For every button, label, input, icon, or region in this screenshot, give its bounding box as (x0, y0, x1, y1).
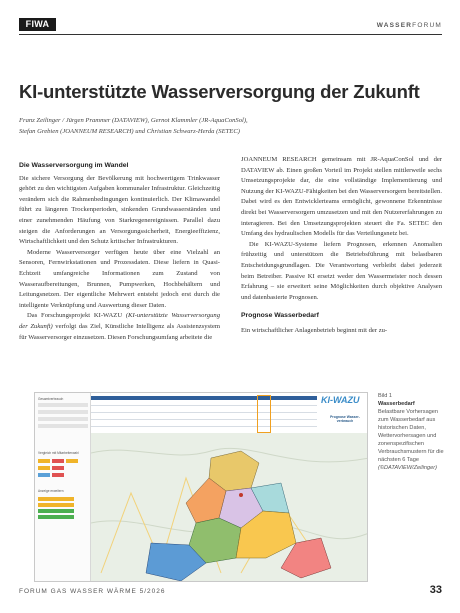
figure-chip (66, 459, 78, 463)
figure-chip (38, 509, 74, 513)
map-marker (239, 493, 243, 497)
figure-chip (38, 515, 74, 519)
authors-line-1: Franz Zeilinger / Jürgen Prammer (DATAVIEW), Gernot Klammler (JR-AquaConSol), (19, 117, 248, 124)
right-paragraph-3: Ein wirtschaftlicher Anlagenbetrieb beginnt mit der zu- (241, 326, 388, 334)
forecast-panel-title: Prognose Wasserverbrauch (330, 415, 360, 424)
figure-chip (52, 466, 64, 470)
p3-end: verfolgt das Ziel, Künstliche Intelligenz als Assistenzsystem für Wasserversorger einzusetzen. Diesen Forschungsumfang arbeitete die (19, 322, 220, 341)
section-label (377, 22, 442, 29)
figure-chip (52, 459, 64, 463)
figure-row-bar (38, 424, 88, 428)
right-paragraph-2: Die KI-WAZU-Systeme liefern Prognosen, erkennen Anomalien frühzeitig und unterstützen die Betriebsführung mit belastbaren Entscheidungsgrundlagen. Die Verantwortung verbleibt dabei jederzeit beim Betreiber. Passive KI ersetzt weder den Wassermeister noch dessen Erfahrung – sie erweitert seine Möglichkeiten durch objektive Analysen und datenbasierte Prognosen. (241, 240, 442, 301)
caption-text: Belastbare Vorhersagen zum Wasserbedarf aus historischen Daten, Wettervorhersagen und zonenspezifischen Verbrauchsmustern für die nächsten 6 Tage (378, 409, 444, 463)
right-paragraph-1: JOANNEUM RESEARCH gemeinsam mit JR-AquaConSol und der DATAVIEW ab. Einen großen Vorteil im Projekt stellen mittlerweile sechs Umsetzungsprojekte dar, die eine vollständige Implementierung und Nutzung der KI-WAZU-Fähigkeiten bei den Wasserversorgern bereitstellen. Dabei wird es den Entwicklerteams ermöglicht, gewonnene Erkenntnisse direkt bei Wasserversorgern umzusetzen und mit den Nutzererfahrungen zu interagieren. Bei den Umsetzungsprojekten steuert die Fa. SETEC den Umfang des hydraulischen Modells für das Verteilungsnetz bei. (241, 156, 442, 238)
left-paragraph-3 (19, 311, 220, 343)
caption-title: Wasserbedarf (378, 401, 415, 407)
page-number: 33 (429, 584, 442, 596)
article-title: KI-unterstützte Wasserversorgung der Zukunft (19, 81, 420, 102)
figure-chip (38, 503, 74, 507)
fiwa-logo: FIWA (19, 18, 56, 31)
left-paragraph-1: Die sichere Versorgung der Bevölkerung mit hochwertigem Trinkwasser gehört zu den wichtigsten Aufgaben kommunaler Infrastruktur. Gleichzeitig verändern sich die Rahmenbedingungen kontinuierlich. Der Klimawandel führt zu längeren Trockenperioden, sinkenden Grundwasserständen und einer zunehmenden Häufung von Starkregenereignissen. Parallel dazu steigen die Anforderungen an Versorgungssicherheit, Energieeffizienz, Wirtschaftlichkeit und den Schutz kritischer Infrastrukturen. (19, 174, 220, 246)
figure-sidebar (35, 393, 91, 582)
figure-table-row (91, 412, 317, 413)
figure-table-row (91, 426, 317, 427)
figure-chip (38, 459, 50, 463)
figure-chip (38, 473, 50, 477)
right-column-heading: Prognose Wasserbedarf (241, 312, 319, 320)
figure-table-row (91, 419, 317, 420)
caption-number: Bild 1 (378, 393, 392, 399)
footer-publication: FORUM GAS WASSER WÄRME 5/2026 (19, 588, 166, 595)
left-column (19, 161, 220, 343)
p3-italic: (KI-unterstützte Wasserversorgung der Zukunft) (19, 312, 220, 330)
figure-chip (38, 466, 50, 470)
figure-row-bar (38, 410, 88, 414)
left-column-heading: Die Wasserversorgung im Wandel (19, 162, 129, 169)
left-paragraph-2: Moderne Wasserversorger verfügen heute über eine Vielzahl an Sensoren, Fernwirkstationen und Prozessdaten. Diese liefern in Quasi-Echtzeit umfangreiche Informationen zum Zustand von Wasseraufbereitungen, Brunnen, Pumpwerken, Hochbehältern und Leitungsnetzen. Der eigentliche Mehrwert entsteht jedoch erst durch die intelligente Verknüpfung und Auswertung dieser Daten. (19, 248, 220, 309)
dashboard-figure (34, 392, 368, 582)
section-label-light: FORUM (412, 22, 442, 29)
figure-display-label: Anzeige erweitern (38, 489, 64, 493)
p3-start: Das Forschungsprojekt KI-WAZU (27, 312, 126, 320)
authors-line-2: Stefan Grebien (JOANNEUM RESEARCH) und Christian Schwarz-Herda (SETEC) (19, 128, 240, 135)
figure-table-row (91, 405, 317, 406)
article-authors (19, 115, 319, 137)
figure-map (91, 433, 368, 582)
figure-chip (52, 473, 64, 477)
figure-chip (38, 497, 74, 501)
figure-highlight-column (257, 395, 271, 433)
figure-row-bar (38, 403, 88, 407)
figure-row-bar (38, 417, 88, 421)
figure-caption (378, 392, 444, 472)
right-column (241, 155, 442, 337)
ki-wazu-logo: KI-WAZU (321, 395, 360, 405)
figure-table-header-band (91, 396, 317, 400)
section-label-bold: WASSER (376, 22, 413, 29)
figure-compare-label: Vergleich mit Mitarbeiterwahl (38, 451, 79, 455)
caption-credit: (©DATAVIEW/Zeilinger) (378, 465, 437, 471)
header-rule (19, 34, 442, 35)
figure-total-label: Gesamtverbrauch (38, 397, 64, 401)
